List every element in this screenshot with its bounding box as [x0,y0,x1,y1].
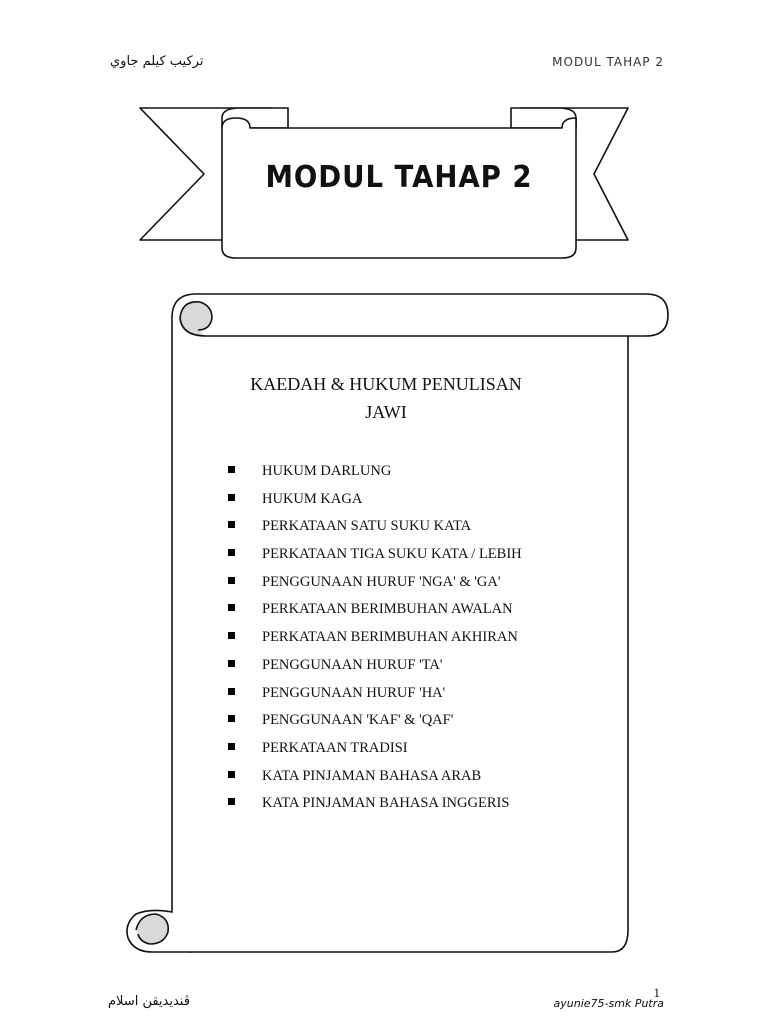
bullet-icon [228,604,235,611]
scroll-heading [236,370,536,426]
bullet-icon [228,577,235,584]
bullet-icon [228,798,235,805]
header-jawi-text: ترکيب كيلم جاوي [110,54,204,69]
list-item: PERKATAAN BERIMBUHAN AKHIRAN [226,626,522,654]
list-item: PERKATAAN TIGA SUKU KATA / LEBIH [226,543,522,571]
bullet-icon [228,466,235,473]
bullet-icon [228,632,235,639]
header-module-label: MODUL TAHAP 2 [552,55,664,69]
list-item: PERKATAAN SATU SUKU KATA [226,515,522,543]
list-item: HUKUM KAGA [226,488,522,516]
topic-list [226,460,522,820]
footer-jawi-text: ڤنديديقن اسلام [108,994,190,1009]
bullet-icon [228,743,235,750]
scroll-heading-line1: KAEDAH & HUKUM PENULISAN [250,374,522,394]
list-item: HUKUM DARLUNG [226,460,522,488]
list-item: KATA PINJAMAN BAHASA INGGERIS [226,792,522,820]
list-item: KATA PINJAMAN BAHASA ARAB [226,765,522,793]
page-number: 1 [653,985,660,1000]
banner-title: MODUL TAHAP 2 [265,160,533,195]
list-item: PENGGUNAAN HURUF 'TA' [226,654,522,682]
list-item: PERKATAAN TRADISI [226,737,522,765]
list-item: PENGGUNAAN 'KAF' & 'QAF' [226,709,522,737]
list-item: PENGGUNAAN HURUF 'NGA' & 'GA' [226,571,522,599]
list-item: PENGGUNAAN HURUF 'HA' [226,682,522,710]
scroll-heading-line2: JAWI [365,402,407,422]
bullet-icon [228,521,235,528]
scroll-top-roll [172,294,668,336]
bullet-icon [228,549,235,556]
bullet-icon [228,771,235,778]
list-item: PERKATAAN BERIMBUHAN AWALAN [226,598,522,626]
bullet-icon [228,688,235,695]
footer-author: ayunie75-smk Putra [553,997,664,1010]
bullet-icon [228,494,235,501]
bullet-icon [228,715,235,722]
bullet-icon [228,660,235,667]
